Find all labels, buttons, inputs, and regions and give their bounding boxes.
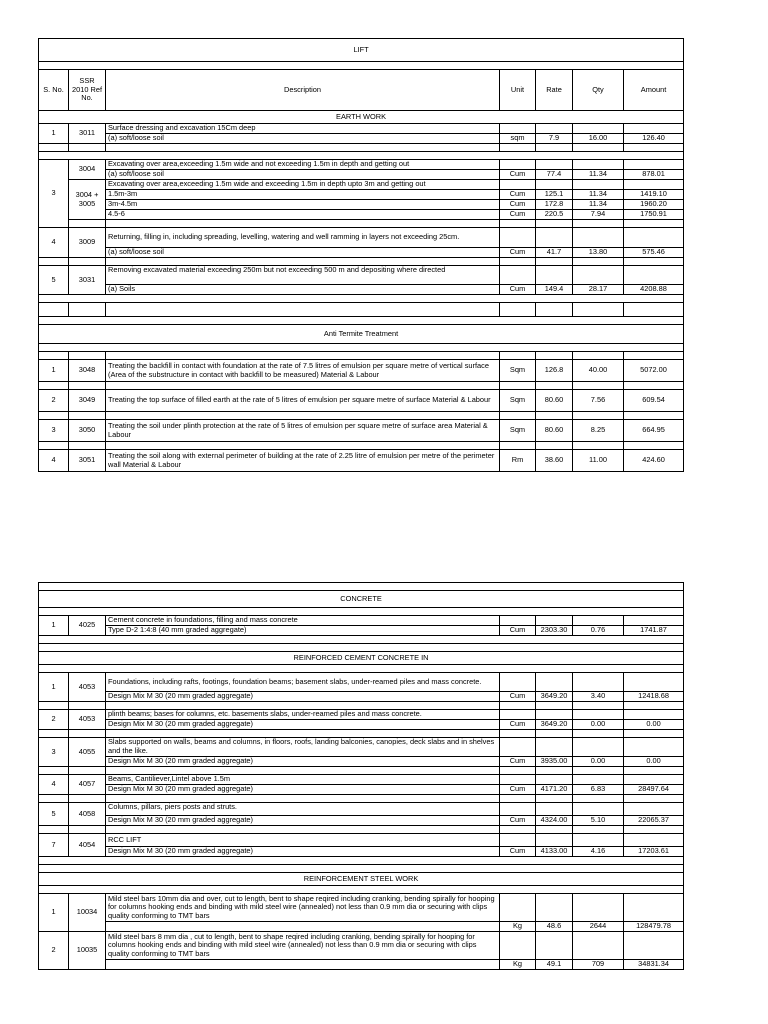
row-qty: 3.40	[573, 692, 624, 702]
row-desc: Treating the top surface of filled earth at the rate of 5 litres of emulsion per square metre of surface Material & Labour	[106, 390, 500, 412]
section-heading: EARTH WORK	[39, 111, 684, 124]
row-ref: 3004 + 3005	[69, 180, 106, 220]
row-desc: Returning, filling in, including spreading, levelling, watering and well ramming in layers not exceeding 25cm.	[106, 228, 500, 248]
row-rate: 77.4	[536, 170, 573, 180]
row-qty: 7.56	[573, 390, 624, 412]
col-ssr-ref: SSR 2010 Ref No.	[69, 70, 106, 111]
row-unit: Cum	[500, 720, 536, 730]
row-qty: 4.16	[573, 847, 624, 857]
col-unit: Unit	[500, 70, 536, 111]
table-row	[39, 285, 684, 295]
row-rate: 3649.20	[536, 720, 573, 730]
row-sub: (a) soft/loose soil	[106, 134, 500, 144]
row-ref: 3048	[69, 360, 106, 382]
row-sub: 1.5m-3m	[106, 190, 500, 200]
row-amount: 575.46	[624, 248, 684, 258]
row-rate: 220.5	[536, 210, 573, 220]
row-rate: 49.1	[536, 960, 573, 970]
row-unit: Cum	[500, 626, 536, 636]
row-unit: Cum	[500, 757, 536, 767]
row-ref: 3004	[69, 160, 106, 180]
row-sno: 2	[39, 932, 69, 970]
table-row	[39, 160, 684, 170]
row-sno: 4	[39, 450, 69, 472]
row-rate: 4171.20	[536, 785, 573, 795]
row-rate: 48.6	[536, 922, 573, 932]
row-unit: Rm	[500, 450, 536, 472]
col-description: Description	[106, 70, 500, 111]
table-row	[39, 834, 684, 847]
row-qty: 11.00	[573, 450, 624, 472]
row-sno: 1	[39, 124, 69, 144]
row-qty: 0.76	[573, 626, 624, 636]
row-desc: Excavating over area,exceeding 1.5m wide and not exceeding 1.5m in depth and getting out	[106, 160, 500, 170]
row-sno: 5	[39, 266, 69, 295]
row-ref: 3011	[69, 124, 106, 144]
row-desc: Treating the backfill in contact with foundation at the rate of 7.5 litres of emulsion per square metre of vertical surface (Area of the substructure in contact with backfill to be measured) Material & Labour	[106, 360, 500, 382]
row-sub: (a) Soils	[106, 285, 500, 295]
row-rate: 80.60	[536, 390, 573, 412]
row-qty: 6.83	[573, 785, 624, 795]
row-rate: 172.8	[536, 200, 573, 210]
table-row	[39, 420, 684, 442]
row-sno: 2	[39, 710, 69, 730]
row-desc: Removing excavated material exceeding 250m but not exceeding 500 m and depositing where directed	[106, 266, 500, 285]
section-heading: CONCRETE	[39, 591, 684, 608]
row-unit: Kg	[500, 960, 536, 970]
row-rate: 3935.00	[536, 757, 573, 767]
row-sub: Type D-2 1:4:8 (40 mm graded aggregate)	[106, 626, 500, 636]
table-row	[39, 200, 684, 210]
row-sub: Design Mix M 30 (20 mm graded aggregate)	[106, 692, 500, 702]
section-heading: REINFORCED CEMENT CONCRETE IN	[39, 652, 684, 665]
row-sub: 3m-4.5m	[106, 200, 500, 210]
row-ref: 3031	[69, 266, 106, 295]
row-rate: 149.4	[536, 285, 573, 295]
row-rate: 80.60	[536, 420, 573, 442]
row-rate: 7.9	[536, 134, 573, 144]
row-desc: Beams, Cantiliever,Lintel above 1.5m	[106, 775, 500, 785]
row-sub: Design Mix M 30 (20 mm graded aggregate)	[106, 720, 500, 730]
row-amount: 424.60	[624, 450, 684, 472]
row-qty: 11.34	[573, 170, 624, 180]
row-unit: Sqm	[500, 390, 536, 412]
row-rate: 2303.30	[536, 626, 573, 636]
row-unit: Cum	[500, 816, 536, 826]
table-row	[39, 616, 684, 626]
spacer	[39, 62, 684, 70]
table-row	[39, 124, 684, 134]
table-row	[39, 190, 684, 200]
row-amount: 0.00	[624, 757, 684, 767]
row-amount: 4208.88	[624, 285, 684, 295]
col-qty: Qty	[573, 70, 624, 111]
row-unit: Cum	[500, 210, 536, 220]
header-row	[39, 70, 684, 111]
row-sub: Design Mix M 30 (20 mm graded aggregate)	[106, 757, 500, 767]
row-sno: 3	[39, 738, 69, 767]
row-amount: 878.01	[624, 170, 684, 180]
row-amount: 1960.20	[624, 200, 684, 210]
col-sno: S. No.	[39, 70, 69, 111]
row-amount: 22065.37	[624, 816, 684, 826]
row-amount: 126.40	[624, 134, 684, 144]
row-rate: 3649.20	[536, 692, 573, 702]
table-row	[39, 360, 684, 382]
row-qty: 709	[573, 960, 624, 970]
concrete-boq-table	[38, 582, 684, 970]
table-row	[39, 785, 684, 795]
row-desc: Slabs supported on walls, beams and columns, in floors, roofs, landing balconies, canopies, deck slabs and in shelves and the like.	[106, 738, 500, 757]
table-row	[39, 757, 684, 767]
row-ref: 4055	[69, 738, 106, 767]
table-row	[39, 922, 684, 932]
row-desc: Mild steel bars 10mm dia and over, cut to length, bent to shape reqired including cranking, bending spirally for hooping for columns hooking ends and binding with mild steel wire (annealed) not less than 0.9 mm dia or securing with clips quality conforming to TMT bars	[106, 894, 500, 922]
row-sno: 3	[39, 420, 69, 442]
row-sno: 4	[39, 228, 69, 258]
row-amount: 12418.68	[624, 692, 684, 702]
lift-boq-table	[38, 38, 684, 472]
row-unit: Cum	[500, 248, 536, 258]
table-row	[39, 228, 684, 248]
row-qty: 16.00	[573, 134, 624, 144]
table-row	[39, 134, 684, 144]
table-row	[39, 626, 684, 636]
row-amount: 28497.64	[624, 785, 684, 795]
row-rate: 4133.00	[536, 847, 573, 857]
row-unit: Cum	[500, 200, 536, 210]
table-row	[39, 170, 684, 180]
row-desc: Excavating over area,exceeding 1.5m wide and exceeding 1.5m in depth upto 3m and getting out	[106, 180, 500, 190]
row-amount: 128479.78	[624, 922, 684, 932]
table-row	[39, 816, 684, 826]
table-row	[39, 180, 684, 190]
table-row	[39, 803, 684, 816]
row-ref: 3049	[69, 390, 106, 412]
row-desc: Surface dressing and excavation 15Cm deep	[106, 124, 500, 134]
row-qty: 0.00	[573, 757, 624, 767]
row-unit: Sqm	[500, 420, 536, 442]
row-unit: Cum	[500, 285, 536, 295]
row-rate: 4324.00	[536, 816, 573, 826]
row-sno: 1	[39, 616, 69, 636]
row-desc: Mild steel bars 8 mm dia , cut to length, bent to shape reqired including cranking, bending spirally for hooping for columns hooking ends and binding with mild steel wire (annealed) not less than 0.9 mm dia or securing with clips quality conforming to TMT bars	[106, 932, 500, 960]
table-row	[39, 894, 684, 922]
table-row	[39, 710, 684, 720]
row-ref: 4053	[69, 673, 106, 702]
row-sno: 4	[39, 775, 69, 795]
row-sno: 1	[39, 673, 69, 702]
row-qty: 0.00	[573, 720, 624, 730]
row-qty: 7.94	[573, 210, 624, 220]
row-qty: 11.34	[573, 200, 624, 210]
row-sub: 4.5-6	[106, 210, 500, 220]
row-ref: 4057	[69, 775, 106, 795]
row-amount: 17203.61	[624, 847, 684, 857]
col-amount: Amount	[624, 70, 684, 111]
row-rate: 41.7	[536, 248, 573, 258]
table-row	[39, 932, 684, 960]
row-amount: 609.54	[624, 390, 684, 412]
row-qty: 13.80	[573, 248, 624, 258]
row-qty: 5.10	[573, 816, 624, 826]
row-qty: 2644	[573, 922, 624, 932]
table-row	[39, 390, 684, 412]
table-row	[39, 266, 684, 285]
row-sub: Design Mix M 30 (20 mm graded aggregate)	[106, 847, 500, 857]
row-unit: Cum	[500, 692, 536, 702]
row-ref: 4054	[69, 834, 106, 857]
col-rate: Rate	[536, 70, 573, 111]
row-ref: 10035	[69, 932, 106, 970]
row-ref: 4025	[69, 616, 106, 636]
row-rate: 38.60	[536, 450, 573, 472]
row-unit: sqm	[500, 134, 536, 144]
table-row	[39, 738, 684, 757]
section-heading: REINFORCEMENT STEEL WORK	[39, 873, 684, 886]
row-sno: 7	[39, 834, 69, 857]
row-amount: 34831.34	[624, 960, 684, 970]
row-desc: Foundations, including rafts, footings, foundation beams; basement slabs, under-reamed piles and mass concrete.	[106, 673, 500, 692]
table-row	[39, 450, 684, 472]
row-sub: Design Mix M 30 (20 mm graded aggregate)	[106, 785, 500, 795]
row-unit: Cum	[500, 847, 536, 857]
row-desc: Treating the soil along with external perimeter of building at the rate of 2.25 litre of emulsion per metre of the perimeter wall Material & Labour	[106, 450, 500, 472]
row-sub: (a) soft/loose soil	[106, 248, 500, 258]
row-ref: 4058	[69, 803, 106, 826]
row-desc: plinth beams; bases for columns, etc. basements slabs, under-reamed piles and mass concrete.	[106, 710, 500, 720]
row-amount: 1750.91	[624, 210, 684, 220]
row-unit: Cum	[500, 190, 536, 200]
row-sno: 5	[39, 803, 69, 826]
row-rate: 126.8	[536, 360, 573, 382]
row-ref: 10034	[69, 894, 106, 932]
row-ref: 3051	[69, 450, 106, 472]
row-ref: 3050	[69, 420, 106, 442]
row-qty: 28.17	[573, 285, 624, 295]
table-title: LIFT	[39, 39, 684, 62]
row-rate: 125.1	[536, 190, 573, 200]
row-amount: 664.95	[624, 420, 684, 442]
table-row	[39, 692, 684, 702]
row-sno: 1	[39, 360, 69, 382]
row-amount: 0.00	[624, 720, 684, 730]
row-desc: Columns, pillars, piers posts and struts.	[106, 803, 500, 816]
row-qty: 8.25	[573, 420, 624, 442]
table-row	[39, 673, 684, 692]
row-desc: Treating the soil under plinth protection at the rate of 5 litres of emulsion per square metre of surface area Material & Labour	[106, 420, 500, 442]
row-desc: RCC LIFT	[106, 834, 500, 847]
row-sno: 2	[39, 390, 69, 412]
table-row	[39, 720, 684, 730]
row-ref: 3009	[69, 228, 106, 258]
row-unit: Cum	[500, 785, 536, 795]
table-row	[39, 210, 684, 220]
row-unit: Kg	[500, 922, 536, 932]
row-sub: (a) soft/loose soil	[106, 170, 500, 180]
row-sub: Design Mix M 30 (20 mm graded aggregate)	[106, 816, 500, 826]
row-qty: 11.34	[573, 190, 624, 200]
row-unit: Sqm	[500, 360, 536, 382]
row-ref: 4053	[69, 710, 106, 730]
row-sno: 3	[39, 160, 69, 228]
row-desc: Cement concrete in foundations, filling and mass concrete	[106, 616, 500, 626]
row-amount: 1741.87	[624, 626, 684, 636]
table-row	[39, 847, 684, 857]
row-amount: 1419.10	[624, 190, 684, 200]
row-qty: 40.00	[573, 360, 624, 382]
row-sno: 1	[39, 894, 69, 932]
row-unit: Cum	[500, 170, 536, 180]
table-row	[39, 775, 684, 785]
section-heading: Anti Termite Treatment	[39, 325, 684, 344]
table-row	[39, 248, 684, 258]
table-row	[39, 960, 684, 970]
row-amount: 5072.00	[624, 360, 684, 382]
